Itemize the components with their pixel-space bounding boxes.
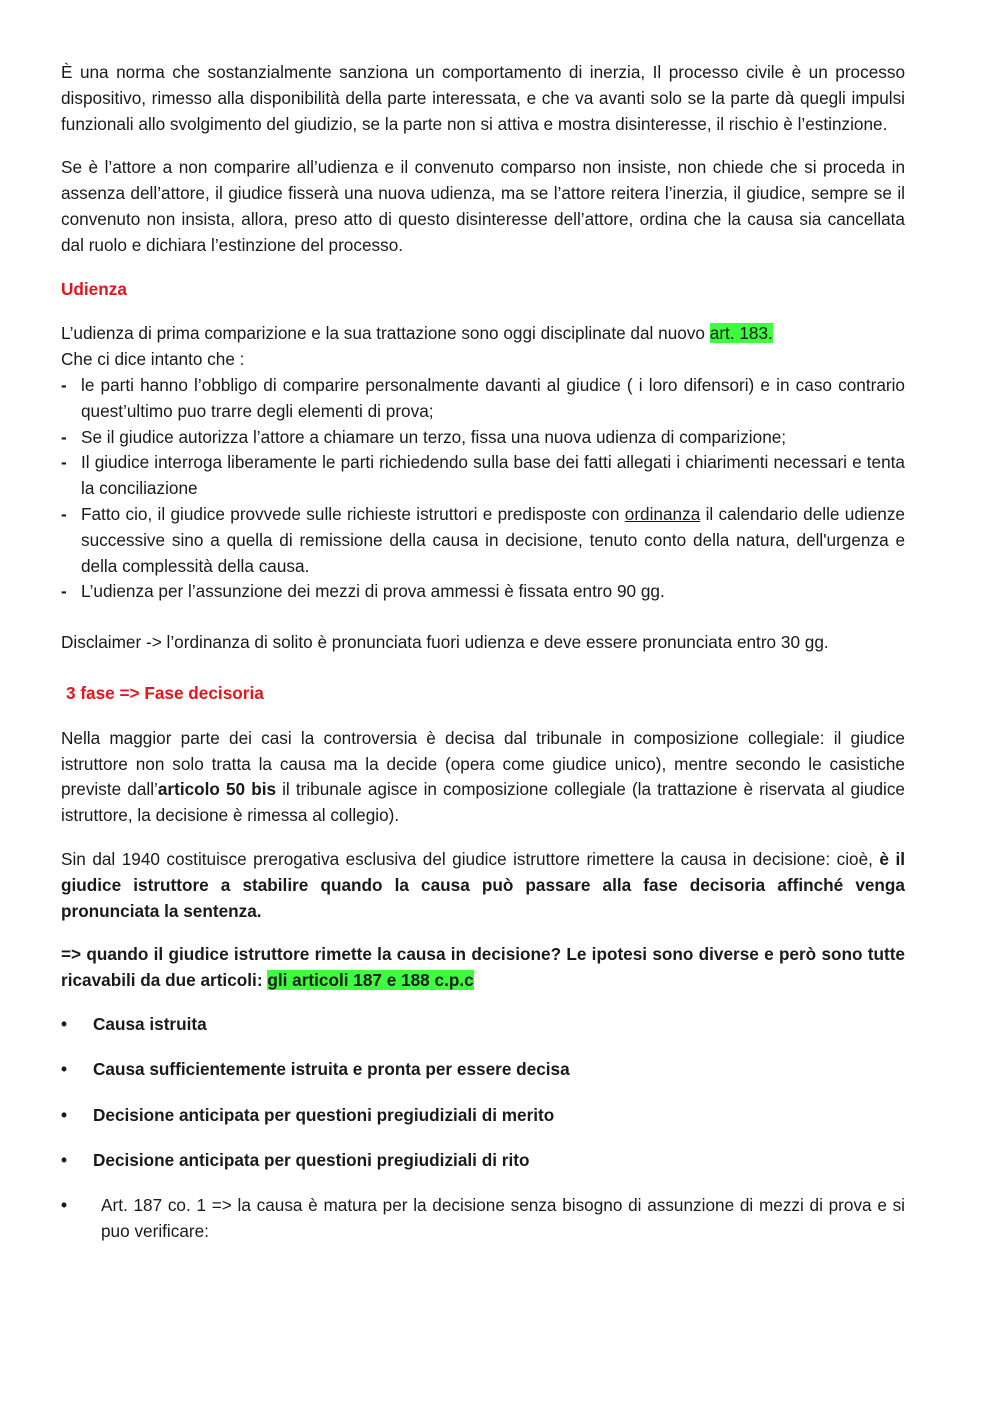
bullet-item	[61, 1193, 905, 1245]
bullet-dot: •	[61, 1013, 68, 1034]
dash-marker: -	[61, 452, 67, 473]
dash-marker: -	[61, 581, 67, 602]
list-item-text: Se il giudice autorizza l’attore a chiamare un terzo, fissa una nuova udienza di comparizione;	[81, 426, 787, 447]
paragraph-composizione	[61, 726, 905, 829]
text-run: Nella maggior parte dei casi la controversia è decisa dal tribunale in composizione collegiale: il giudice istruttore non solo tratta la causa ma la decide (opera come giudice unico), mentre secondo le casistiche previste dall’	[61, 727, 905, 800]
text-run: il tribunale agisce in composizione collegiale (la trattazione è riservata al giudice istruttore, la decisione è rimessa al collegio).	[61, 779, 905, 826]
text-run: Sin dal 1940 costituisce prerogativa esclusiva del giudice istruttore rimettere la causa in decisione: cioè,	[61, 848, 880, 869]
bullet-item	[61, 1103, 905, 1129]
list-item-text: le parti hanno l’obbligo di comparire personalmente davanti al giudice ( i loro difensori) e in caso contrario quest’ultimo puo trarre degli elementi di prova;	[81, 374, 905, 421]
udienza-intro	[61, 321, 905, 347]
udienza-intro-text: L’udienza di prima comparizione e la sua trattazione sono oggi disciplinate dal nuovo	[61, 323, 710, 344]
list-item	[61, 373, 905, 425]
dash-marker: -	[61, 426, 67, 447]
section-heading-fase-decisoria: 3 fase => Fase decisoria	[66, 682, 264, 703]
bullet-text: Causa sufficientemente istruita e pronta per essere decisa	[93, 1059, 570, 1080]
paragraph-attore-non-comparso: Se è l’attore a non comparire all’udienza e il convenuto comparso non insiste, non chiede che si proceda in assenza dell’attore, il giudice fisserà una nuova udienza, ma se l’attore reitera l’inerzia, il giudice, sempre se il convenuto non insista, allora, preso atto di questo disinteresse dell’attore, ordina che la causa sia cancellata dal ruolo e dichiara l’estinzione del processo.	[61, 157, 905, 255]
bullet-dot: •	[61, 1104, 68, 1125]
bullet-text: Causa istruita	[93, 1013, 207, 1034]
bullet-dot: •	[61, 1195, 68, 1216]
bullet-text: Art. 187 co. 1 => la causa è matura per la decisione senza bisogno di assunzione di mezzi di prova e si puo verificare:	[101, 1195, 905, 1241]
list-item-text-pre: Fatto cio, il giudice provvede sulle richieste istruttori e predisposte con	[81, 503, 625, 524]
list-item	[61, 450, 905, 502]
articoli-highlight: gli articoli 187 e 188 c.p.c	[267, 970, 474, 991]
list-item-text: Il giudice interroga liberamente le parti richiedendo sulla base dei fatti allegati i chiarimenti necessari e tenta la conciliazione	[81, 452, 905, 499]
decision-bullets	[61, 1012, 905, 1245]
bullet-item	[61, 1148, 905, 1174]
paragraph-quando-rimette	[61, 942, 905, 994]
paragraph-prerogativa	[61, 847, 905, 924]
art-183-highlight: art. 183.	[709, 323, 773, 344]
bullet-text: Decisione anticipata per questioni pregiudiziali di rito	[93, 1149, 530, 1170]
question-bold: => quando il giudice istruttore rimette la causa in decisione? Le ipotesi sono diverse e però sono tutte ricavabili da due articoli:	[61, 944, 905, 991]
bullet-item	[61, 1057, 905, 1083]
section-heading-udienza: Udienza	[61, 278, 127, 299]
paragraph-inerzia: È una norma che sostanzialmente sanziona un comportamento di inerzia, Il processo civile è un processo dispositivo, rimesso alla disponibilità della parte interessata, e che va avanti solo se la parte dà quegli impulsi funzionali allo svolgimento del giudizio, se la parte non si attiva e mostra disinteresse, il rischio è l’estinzione.	[61, 62, 905, 134]
document-page	[61, 60, 905, 1245]
bold-statement: è il giudice istruttore a stabilire quando la causa può passare alla fase decisoria affinché venga pronunciata la sentenza.	[61, 848, 906, 921]
bullet-text: Decisione anticipata per questioni pregiudiziali di merito	[93, 1104, 555, 1125]
list-item-text: L’udienza per l’assunzione dei mezzi di prova ammessi è fissata entro 90 gg.	[81, 581, 665, 602]
list-item	[61, 425, 905, 451]
dash-marker: -	[61, 374, 67, 395]
list-item-text-post: il calendario delle udienze successive sino a quella di remissione della causa in decisione, tenuto conto della natura, dell'urgenza e della complessità della causa.	[81, 503, 905, 576]
bullet-item	[61, 1012, 905, 1038]
list-item	[61, 502, 905, 579]
bullet-dot: •	[61, 1149, 68, 1170]
dash-marker: -	[61, 503, 67, 524]
bullet-dot: •	[61, 1059, 68, 1080]
disclaimer-paragraph: Disclaimer -> l’ordinanza di solito è pronunciata fuori udienza e deve essere pronunciata entro 30 gg.	[61, 632, 829, 653]
ordinanza-underlined: ordinanza	[624, 503, 701, 524]
udienza-subintro: Che ci dice intanto che :	[61, 349, 245, 370]
udienza-list	[61, 373, 905, 605]
articolo-50-bis: articolo 50 bis	[157, 779, 277, 800]
list-item	[61, 579, 905, 605]
